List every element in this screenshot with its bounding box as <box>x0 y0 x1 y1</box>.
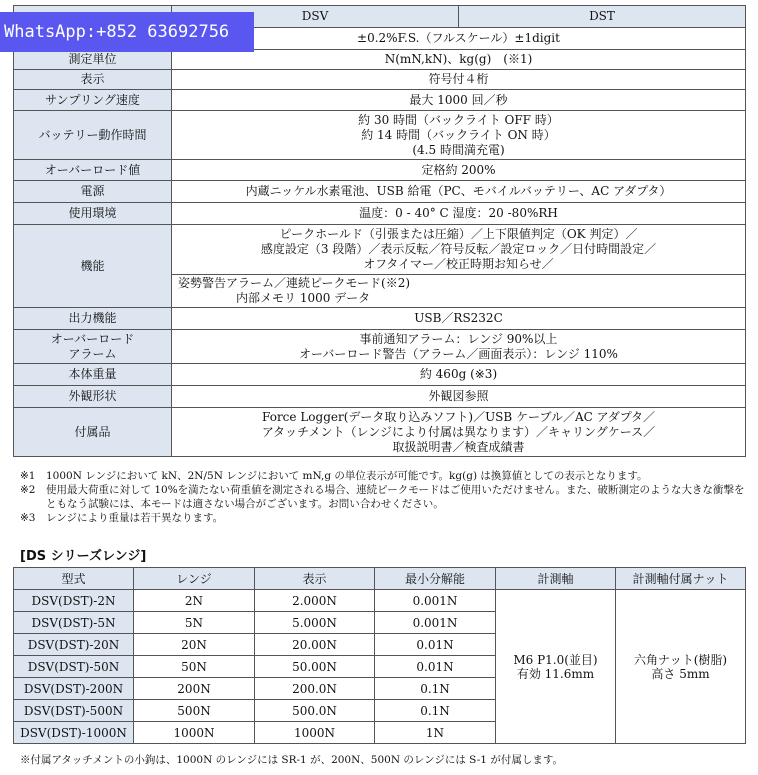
nut-cell <box>616 590 746 744</box>
spec-notes <box>20 469 750 525</box>
spec-value <box>172 330 746 364</box>
spec-label: 外観形状 <box>14 386 172 408</box>
value-line: 感度設定（3 段階）／表示反転／符号反転／設定ロック／日付時間設定／ <box>260 242 657 256</box>
value-line: オフタイマー／校正時期お知らせ／ <box>363 257 554 271</box>
note <box>20 469 750 483</box>
value-line: 事前通知アラーム：レンジ 90%以上 <box>359 331 558 346</box>
value-line: Force Logger(データ取り込みソフト)／USB ケーブル／AC アダプタ／ <box>262 409 655 424</box>
range-cell: 5N <box>134 612 255 634</box>
spec-header-dst: DST <box>459 6 746 28</box>
spec-label: サンプリング速度 <box>14 90 172 111</box>
range-cell: 50N <box>134 656 255 678</box>
value-line: 約 14 時間（バックライト ON 時） <box>361 127 556 142</box>
model-cell: DSV(DST)-50N <box>14 656 134 678</box>
spec-value: N(mN,kN)、kg(g) (※1) <box>172 50 746 70</box>
range-table <box>13 567 746 744</box>
spec-value: 最大 1000 回／秒 <box>172 90 746 111</box>
spec-label-function: 機能 <box>14 225 172 308</box>
value-line: (4.5 時間満充電) <box>412 142 505 157</box>
range-header: 表示 <box>255 568 375 590</box>
spec-label: 付属品 <box>14 408 172 457</box>
range-cell: 20N <box>134 634 255 656</box>
spec-function-extra <box>172 275 746 308</box>
label-line: アラーム <box>68 346 117 361</box>
resolution-cell: 0.01N <box>375 634 496 656</box>
table-row <box>14 590 746 612</box>
note <box>20 483 750 511</box>
range-header: 型式 <box>14 568 134 590</box>
value-line: 約 30 時間（バックライト OFF 時） <box>358 112 559 127</box>
range-cell: 500N <box>134 700 255 722</box>
display-cell: 1000N <box>255 722 375 744</box>
spec-value: 外観図参照 <box>172 386 746 408</box>
value-line: 取扱説明書／検査成績書 <box>392 439 525 454</box>
spec-header-dsv: DSV <box>172 6 459 28</box>
note-text: レンジにより重量は若干異なります。 <box>46 512 224 524</box>
nut-line: 六角ナット(樹脂) <box>633 652 728 667</box>
display-cell: 200.0N <box>255 678 375 700</box>
resolution-cell: 0.1N <box>375 678 496 700</box>
range-header: 最小分解能 <box>375 568 496 590</box>
whatsapp-overlay: WhatsApp:+852 63692756 <box>0 12 254 52</box>
range-cell: 1000N <box>134 722 255 744</box>
spec-label: 表示 <box>14 70 172 90</box>
resolution-cell: 0.001N <box>375 590 496 612</box>
display-cell: 20.00N <box>255 634 375 656</box>
range-cell: 200N <box>134 678 255 700</box>
display-cell: 5.000N <box>255 612 375 634</box>
value-line: 姿勢警告アラーム／連続ピークモード(※2) <box>178 276 411 290</box>
spec-label: バッテリー動作時間 <box>14 111 172 160</box>
value-line: 内部メモリ 1000 データ <box>236 291 371 305</box>
spec-label: 出力機能 <box>14 308 172 330</box>
axis-line: 有効 11.6mm <box>516 666 595 681</box>
range-header: 計測軸 <box>496 568 616 590</box>
label-line: オーバーロード <box>50 331 135 346</box>
model-cell: DSV(DST)-20N <box>14 634 134 656</box>
value-line: ピークホールド（引張または圧縮）／上下限値判定（OK 判定）／ <box>279 227 638 241</box>
range-cell: 2N <box>134 590 255 612</box>
note-mark: ※2 <box>20 484 36 496</box>
resolution-cell: 0.01N <box>375 656 496 678</box>
spec-value: 約 460g (※3) <box>172 364 746 386</box>
note-mark: ※1 <box>20 470 36 482</box>
note-text: 1000N レンジにおいて kN、2N/5N レンジにおいて mN,g の単位表示が可能です。kg(g) は換算値としての表示となります。 <box>46 470 648 482</box>
spec-label: 本体重量 <box>14 364 172 386</box>
spec-value <box>172 111 746 160</box>
range-section-title: [DS シリーズレンジ] <box>20 549 147 564</box>
note-mark: ※3 <box>20 512 36 524</box>
resolution-cell: 0.1N <box>375 700 496 722</box>
axis-line: M6 P1.0(並目) <box>513 652 598 667</box>
display-cell: 2.000N <box>255 590 375 612</box>
resolution-cell: 0.001N <box>375 612 496 634</box>
spec-label: オーバーロード値 <box>14 160 172 181</box>
model-cell: DSV(DST)-500N <box>14 700 134 722</box>
spec-label: 電源 <box>14 181 172 203</box>
spec-value: 温度：0 - 40° C 湿度：20 -80%RH <box>172 203 746 225</box>
display-cell: 500.0N <box>255 700 375 722</box>
spec-function-list <box>172 225 746 275</box>
spec-value: 符号付４桁 <box>172 70 746 90</box>
range-header: レンジ <box>134 568 255 590</box>
spec-value: USB／RS232C <box>172 308 746 330</box>
spec-value: 内蔵ニッケル水素電池、USB 給電（PC、モバイルバッテリー、AC アダプタ） <box>172 181 746 203</box>
display-cell: 50.00N <box>255 656 375 678</box>
note-text: 使用最大荷重に対して 10%を満たない荷重値を測定される場合、連続ピークモードはご使用いただけません。また、破断測定のような大きな衝撃をともなう試験には、本モードは適さない場合がございます。お問い合わせください。 <box>46 484 745 510</box>
spec-table <box>13 5 746 457</box>
model-cell: DSV(DST)-2N <box>14 590 134 612</box>
axis-cell <box>496 590 616 744</box>
spec-accuracy: ±0.2%F.S.（フルスケール）±1digit <box>172 28 746 50</box>
resolution-cell: 1N <box>375 722 496 744</box>
spec-label-overload-alarm <box>14 330 172 364</box>
spec-value <box>172 408 746 457</box>
note <box>20 511 750 525</box>
value-line: アタッチメント（レンジにより付属は異なります）／キャリングケース／ <box>261 424 656 439</box>
range-header: 計測軸付属ナット <box>616 568 746 590</box>
range-footnote: ※付属アタッチメントの小鉤は、1000N のレンジには SR-1 が、200N、500N のレンジには S-1 が付属します。 <box>20 754 563 766</box>
nut-line: 高さ 5mm <box>651 666 710 681</box>
spec-label: 使用環境 <box>14 203 172 225</box>
spec-value: 定格約 200% <box>172 160 746 181</box>
model-cell: DSV(DST)-200N <box>14 678 134 700</box>
spec-label: 測定単位 <box>14 50 172 70</box>
model-cell: DSV(DST)-5N <box>14 612 134 634</box>
value-line: オーバーロード警告（アラーム／画面表示）：レンジ 110% <box>299 346 618 361</box>
model-cell: DSV(DST)-1000N <box>14 722 134 744</box>
